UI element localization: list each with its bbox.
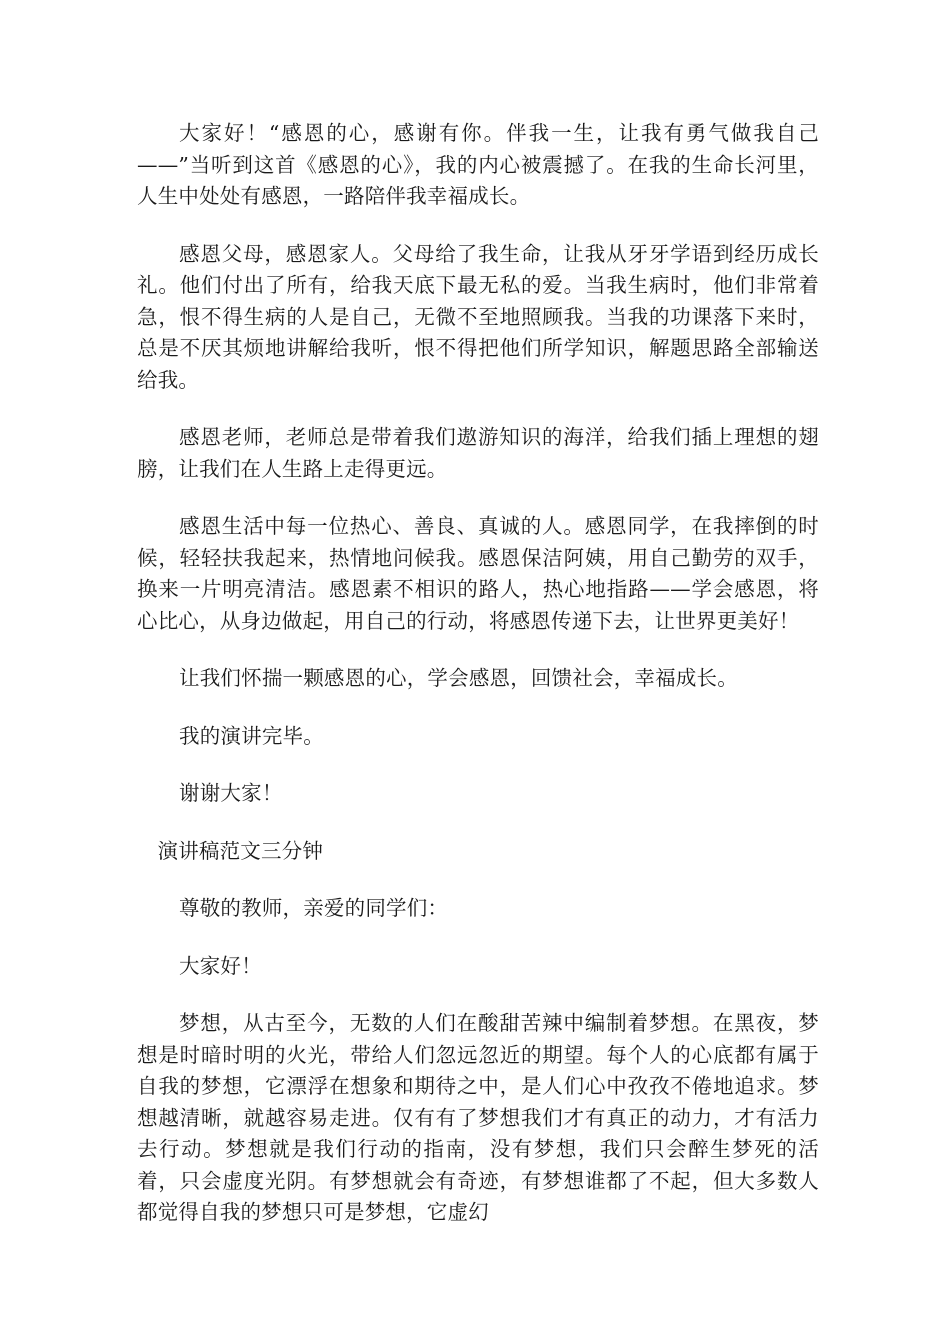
document-body xyxy=(137,118,819,1229)
section-title: 演讲稿范文三分钟 xyxy=(157,838,324,863)
paragraph-thank-parents: 感恩父母，感恩家人。父母给了我生命，让我从牙牙学语到经历成长礼。他们付出了所有，给我天底下最无私的爱。当我生病时，他们非常着急，恨不得生病的人是自己，无微不至地照顾我。当我的功课落下来时，总是不厌其烦地讲解给我听，恨不得把他们所学知识，解题思路全部输送给我。 xyxy=(137,241,819,392)
paragraph-call-to-action: 让我们怀揣一颗感恩的心，学会感恩，回馈社会，幸福成长。 xyxy=(179,666,738,690)
paragraph-salutation: 尊敬的教师，亲爱的同学们： xyxy=(179,896,449,920)
paragraph-thank-teachers: 感恩老师，老师总是带着我们遨游知识的海洋，给我们插上理想的翅膀，让我们在人生路上走得更远。 xyxy=(137,425,819,481)
paragraph-thank-others: 感恩生活中每一位热心、善良、真诚的人。感恩同学，在我摔倒的时候，轻轻扶我起来，热情地问候我。感恩保洁阿姨，用自己勤劳的双手，换来一片明亮清洁。感恩素不相识的路人，热心地指路——学会感恩，将心比心，从身边做起，用自己的行动，将感恩传递下去，让世界更美好！ xyxy=(137,514,819,633)
paragraph-dreams: 梦想，从古至今，无数的人们在酸甜苦辣中编制着梦想。在黑夜，梦想是时暗时明的火光，带给人们忽远忽近的期望。每个人的心底都有属于自我的梦想，它漂浮在想象和期待之中，是人们心中孜孜不倦地追求。梦想越清晰，就越容易走进。仅有有了梦想我们才有真正的动力，才有活力去行动。梦想就是我们行动的指南，没有梦想，我们只会醉生梦死的活着，只会虚度光阴。有梦想就会有奇迹，有梦想谁都了不起，但大多数人都觉得自我的梦想只可是梦想，它虚幻 xyxy=(137,1011,819,1224)
paragraph-hello: 大家好！ xyxy=(179,953,262,978)
paragraph-greeting: 大家好！“感恩的心，感谢有你。伴我一生，让我有勇气做我自己——”当听到这首《感恩的心》，我的内心被震撼了。在我的生命长河里，人生中处处有感恩，一路陪伴我幸福成长。 xyxy=(137,121,819,208)
paragraph-speech-end: 我的演讲完毕。 xyxy=(179,723,324,748)
paragraph-thanks: 谢谢大家！ xyxy=(179,781,283,805)
